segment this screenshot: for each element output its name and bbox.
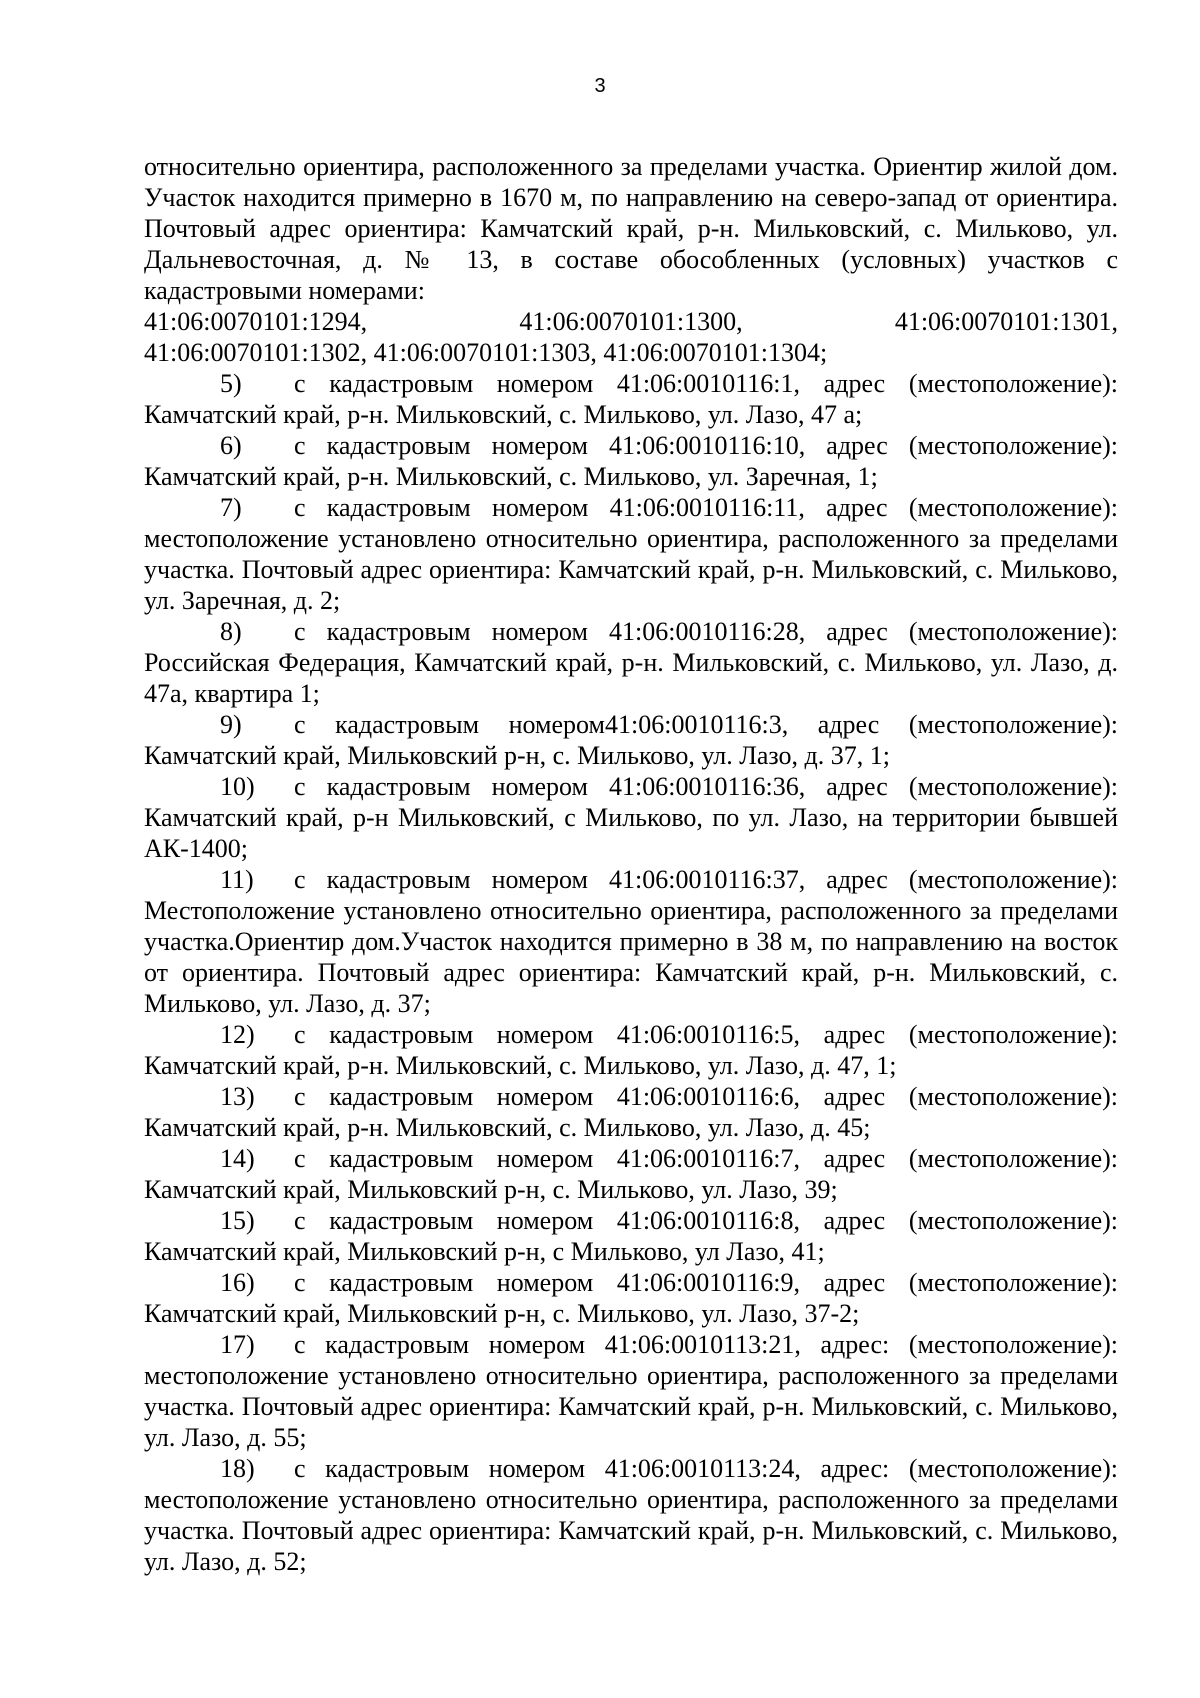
item-text: с кадастровым номером 41:06:0010116:11, адрес (местоположение): местоположение установлено относительно ориентира, расположенного за пределами участка. Почтовый адрес ориентира: Камчатский край, р-н. Мильковский, с. Мильково, ул. Заречная, д. 2; [144, 493, 1118, 615]
list-item [144, 709, 1118, 771]
list-item [144, 492, 1118, 616]
list-item [144, 1019, 1118, 1081]
list-item [144, 1267, 1118, 1329]
list-item [144, 771, 1118, 864]
list-item [144, 616, 1118, 709]
intro-paragraph: относительно ориентира, расположенного за пределами участка. Ориентир жилой дом. Участок находится примерно в 1670 м, по направлению на северо-запад от ориентира. Почтовый адрес ориентира: Камчатский край, р-н. Мильковский, с. Мильково, ул. Дальневосточная, д. № 13, в составе обособленных (условных) участков с кадастровыми номерами: [144, 152, 1118, 305]
item-text: с кадастровым номером 41:06:0010116:1, адрес (местоположение): Камчатский край, р-н. Мильковский, с. Мильково, ул. Лазо, 47 а; [144, 369, 1118, 429]
item-number: 12) [220, 1020, 255, 1049]
item-number: 10) [220, 772, 255, 801]
item-number: 11) [220, 865, 254, 894]
item-text: с кадастровым номером 41:06:0010116:5, адрес (местоположение): Камчатский край, р-н. Мильковский, с. Мильково, ул. Лазо, д. 47, 1; [144, 1020, 1118, 1080]
item-number: 14) [220, 1144, 255, 1173]
item-text: с кадастровым номером 41:06:0010116:36, адрес (местоположение): Камчатский край, р-н Мильковский, с Мильково, по ул. Лазо, на территории бывшей АК-1400; [144, 772, 1118, 863]
item-number: 9) [220, 710, 242, 739]
item-number: 13) [220, 1082, 255, 1111]
list-item [144, 1329, 1118, 1453]
item-text: с кадастровым номером 41:06:0010116:8, адрес (местоположение): Камчатский край, Мильковский р-н, с Мильково, ул Лазо, 41; [144, 1206, 1118, 1266]
list-item [144, 1205, 1118, 1267]
cadastral-number-line: 41:06:0070101:1302, 41:06:0070101:1303, 41:06:0070101:1304; [144, 338, 828, 367]
item-text: с кадастровым номером 41:06:0010113:21, адрес: (местоположение): местоположение установлено относительно ориентира, расположенного за пределами участка. Почтовый адрес ориентира: Камчатский край, р-н. Мильковский, с. Мильково, ул. Лазо, д. 55; [144, 1330, 1118, 1452]
item-number: 18) [220, 1454, 255, 1483]
cadastral-number: 41:06:0070101:1300, [519, 307, 743, 336]
list-item [144, 1453, 1118, 1577]
item-number: 15) [220, 1206, 255, 1235]
document-body [144, 151, 1118, 1577]
cadastral-number-row [144, 306, 1118, 337]
list-item [144, 1143, 1118, 1205]
item-text: с кадастровым номером 41:06:0010116:28, адрес (местоположение): Российская Федерация, Камчатский край, р-н. Мильковский, с. Мильково, ул. Лазо, д. 47а, квартира 1; [144, 617, 1118, 708]
item-text: с кадастровым номером 41:06:0010116:9, адрес (местоположение): Камчатский край, Мильковский р-н, с. Мильково, ул. Лазо, 37-2; [144, 1268, 1118, 1328]
list-item [144, 864, 1118, 1019]
item-number: 16) [220, 1268, 255, 1297]
item-text: с кадастровым номером 41:06:0010116:6, адрес (местоположение): Камчатский край, р-н. Мильковский, с. Мильково, ул. Лазо, д. 45; [144, 1082, 1118, 1142]
item-text: с кадастровым номером 41:06:0010116:7, адрес (местоположение): Камчатский край, Мильковский р-н, с. Мильково, ул. Лазо, 39; [144, 1144, 1118, 1204]
item-text: с кадастровым номером 41:06:0010116:10, адрес (местоположение): Камчатский край, р-н. Мильковский, с. Мильково, ул. Заречная, 1; [144, 431, 1118, 491]
item-number: 17) [220, 1330, 255, 1359]
page-number: 3 [594, 75, 606, 97]
list-item [144, 368, 1118, 430]
cadastral-number: 41:06:0070101:1301, [894, 307, 1118, 336]
item-text: с кадастровым номером 41:06:0010116:37, адрес (местоположение): Местоположение установлено относительно ориентира, расположенного за пределами участка.Ориентир дом.Участок находится примерно в 38 м, по направлению на восток от ориентира. Почтовый адрес ориентира: Камчатский край, р-н. Мильковский, с. Мильково, ул. Лазо, д. 37; [144, 865, 1118, 1018]
item-text: с кадастровым номером 41:06:0010113:24, адрес: (местоположение): местоположение установлено относительно ориентира, расположенного за пределами участка. Почтовый адрес ориентира: Камчатский край, р-н. Мильковский, с. Мильково, ул. Лазо, д. 52; [144, 1454, 1118, 1576]
item-number: 6) [220, 431, 242, 460]
item-number: 8) [220, 617, 242, 646]
list-item [144, 430, 1118, 492]
item-number: 5) [220, 369, 242, 398]
item-number: 7) [220, 493, 242, 522]
item-text: с кадастровым номером41:06:0010116:3, адрес (местоположение): Камчатский край, Мильковский р-н, с. Мильково, ул. Лазо, д. 37, 1; [144, 710, 1118, 770]
cadastral-number: 41:06:0070101:1294, [144, 307, 368, 336]
list-item [144, 1081, 1118, 1143]
